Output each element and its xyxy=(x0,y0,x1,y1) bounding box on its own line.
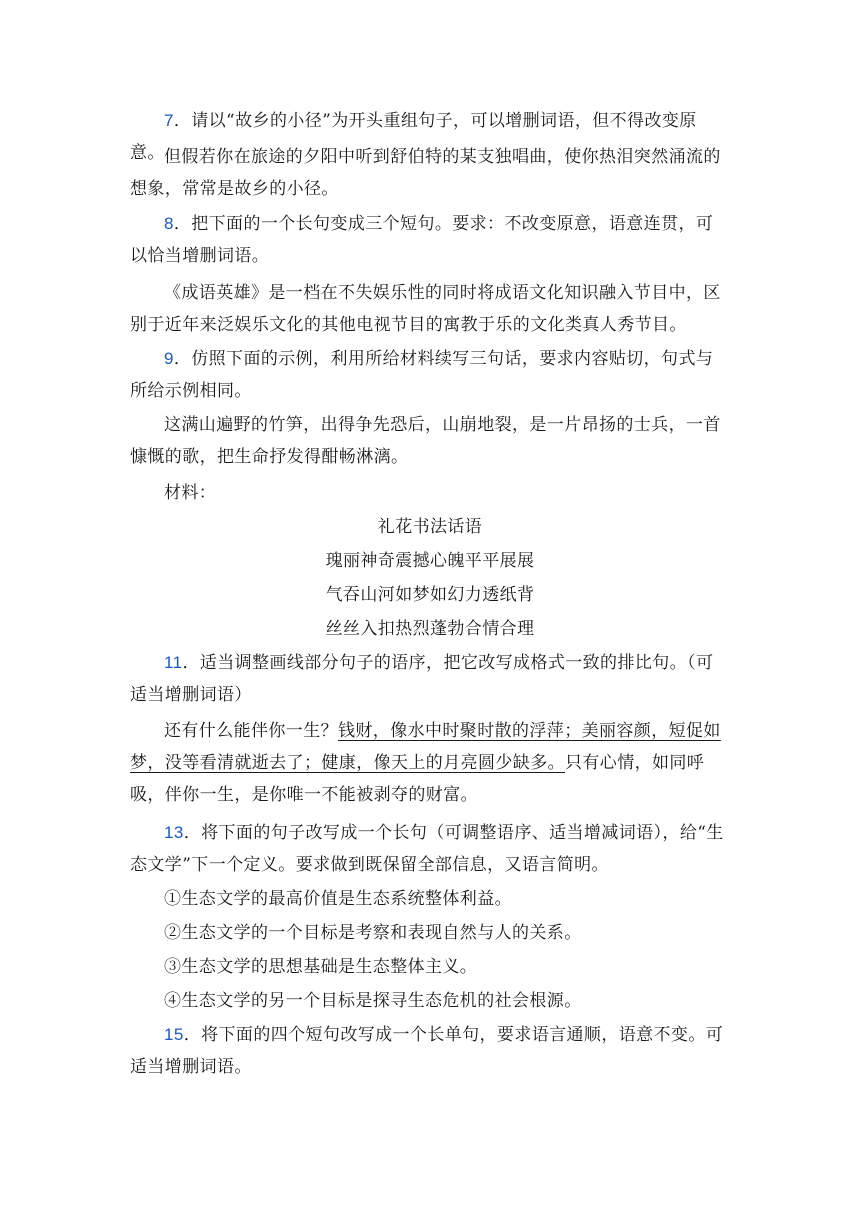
question-text: ．适当调整画线部分句子的语序，把它改写成格式一致的排比句。（可适当增删词语） xyxy=(130,653,714,705)
material-line: 礼花书法话语 xyxy=(377,517,483,537)
question-13-prompt xyxy=(130,817,730,881)
question-text: ．请以“故乡的小径”为开头重组句子，可以增删词语，但不得改变原意。 xyxy=(130,111,697,163)
question-number: 13 xyxy=(164,823,184,842)
question-text: ．将下面的句子改写成一个长句（可调整语序、适当增减词语），给“生态文学”下一个定义。要求做到既保留全部信息，又语言简明。 xyxy=(130,823,724,875)
question-15-prompt xyxy=(130,1019,730,1083)
underlined-sentence: 钱财，像水中时聚时散的浮萍；美丽容颜，短促如梦，没等看清就逝去了；健康，像天上的月亮圆少缺多。 xyxy=(130,721,721,773)
question-11-prompt xyxy=(130,647,730,711)
question-number: 7 xyxy=(164,111,174,130)
question-13-item: ②生态文学的一个目标是考察和表现自然与人的关系。 xyxy=(164,923,582,943)
question-number: 9 xyxy=(164,349,174,368)
question-9-prompt xyxy=(130,343,730,407)
question-text: ．把下面的一个长句变成三个短句。要求：不改变原意，语意连贯，可以恰当增删词语。 xyxy=(130,214,714,266)
question-8-prompt xyxy=(130,208,730,272)
question-8-sentence: 《成语英雄》是一档在不失娱乐性的同时将成语文化知识融入节目中，区别于近年来泛娱乐文化的其他电视节目的寓教于乐的文化类真人秀节目。 xyxy=(130,283,721,335)
question-number: 8 xyxy=(164,214,174,233)
question-13-item: ①生态文学的最高价值是生态系统整体利益。 xyxy=(164,889,512,909)
question-number: 11 xyxy=(164,653,183,672)
question-11-passage xyxy=(130,715,730,811)
question-13-item: ③生态文学的思想基础是生态整体主义。 xyxy=(164,957,478,977)
question-text: ．将下面的四个短句改写成一个长单句，要求语言通顺，语意不变。可适当增删词语。 xyxy=(130,1025,724,1077)
question-number: 15 xyxy=(164,1025,184,1044)
material-line: 瑰丽神奇震撼心魄平平展展 xyxy=(325,551,535,571)
material-line: 丝丝入扣热烈蓬勃合情合理 xyxy=(325,619,535,639)
question-9-material-label: 材料： xyxy=(164,483,217,503)
question-9-example: 这满山遍野的竹笋，出得争先恐后，山崩地裂，是一片昂扬的士兵，一首慷慨的歌，把生命抒发得酣畅淋漓。 xyxy=(130,415,721,467)
question-text: ．仿照下面的示例，利用所给材料续写三句话，要求内容贴切，句式与所给示例相同。 xyxy=(130,349,714,401)
passage-intro: 还有什么能伴你一生？ xyxy=(164,721,338,741)
question-7-sentence: 但假若你在旅途的夕阳中听到舒伯特的某支独唱曲，使你热泪突然涌流的想象，常常是故乡的小径。 xyxy=(130,147,721,199)
material-line: 气吞山河如梦如幻力透纸背 xyxy=(325,585,535,605)
passage-outro: 只有心情，如同呼吸，伴你一生，是你唯一不能被剥夺的财富。 xyxy=(130,753,705,805)
question-13-item: ④生态文学的另一个目标是探寻生态危机的社会根源。 xyxy=(164,991,582,1011)
